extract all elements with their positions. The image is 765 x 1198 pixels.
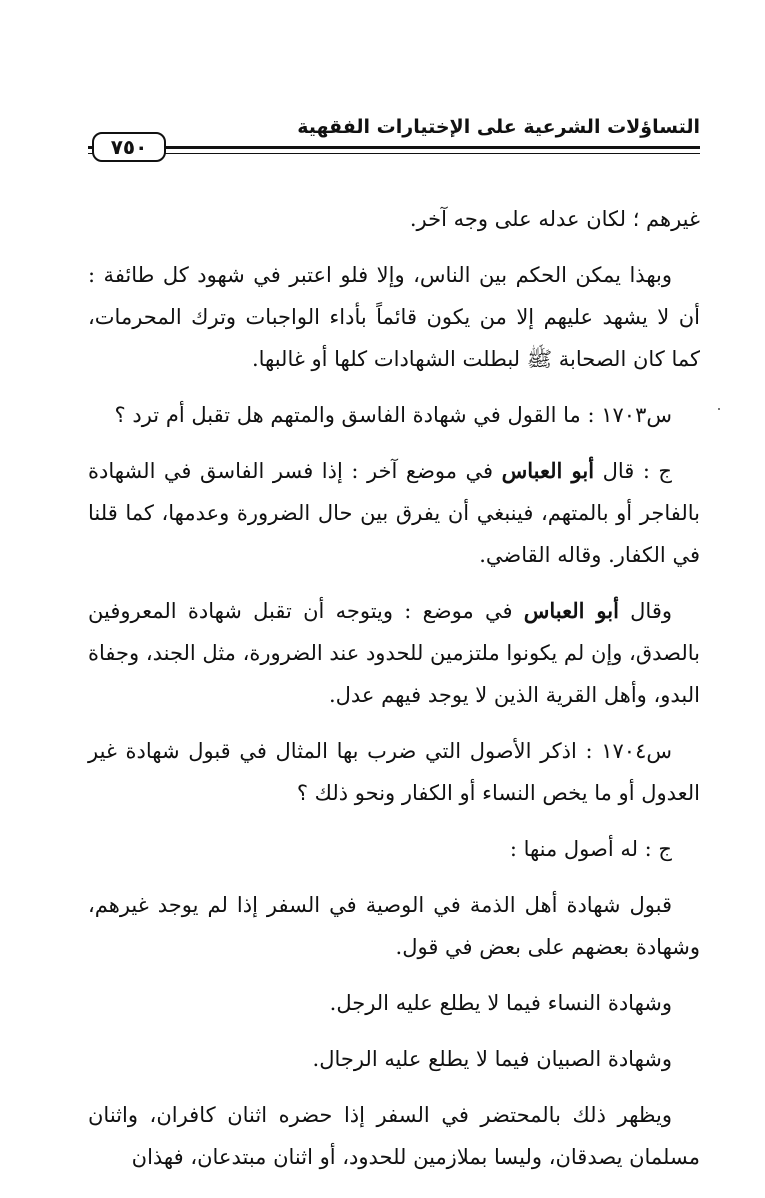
paragraph-continuation: غيرهم ؛ لكان عدله على وجه آخر. bbox=[409, 207, 700, 231]
answer-1704: ج : له أصول منها : bbox=[509, 837, 672, 861]
book-title: التساؤلات الشرعية على الإختيارات الفقهية bbox=[297, 116, 700, 138]
page-number-badge: ٧٥٠ bbox=[92, 132, 166, 162]
quote-prefix: وقال bbox=[618, 599, 672, 623]
paragraph-dying-traveler: ويظهر ذلك بالمحتضر في السفر إذا حضره اثنان كافران، واثنان مسلمان يصدقان، وليسا بملازمين للحدود، أو اثنان مبتدعان، فهذان bbox=[88, 1103, 700, 1169]
question-1704: س١٧٠٤ : اذكر الأصول التي ضرب بها المثال في قبول شهادة غير العدول أو ما يخص النساء أو الكفار ونحو ذلك ؟ bbox=[88, 739, 700, 805]
header-rule-thin bbox=[88, 153, 700, 154]
page-body bbox=[88, 198, 700, 1192]
paragraph-author-quote bbox=[88, 590, 700, 716]
paragraph-dhimmi-testimony: قبول شهادة أهل الذمة في الوصية في السفر إذا لم يوجد غيرهم، وشهادة بعضهم على بعض في قول. bbox=[88, 893, 700, 959]
answer-text: في موضع آخر : إذا فسر الفاسق في الشهادة بالفاجر أو بالمتهم، فينبغي أن يفرق بين حال الضرورة وعدمها، كما قلنا في الكفار. وقاله القاضي. bbox=[88, 459, 700, 567]
header-rule-thick bbox=[88, 146, 700, 149]
paragraph-judgment: وبهذا يمكن الحكم بين الناس، وإلا فلو اعتبر في شهود كل طائفة : أن لا يشهد عليهم إلا من يكون قائماً بأداء الواجبات وترك المحرمات، كما كان الصحابة ﷺ لبطلت الشهادات كلها أو غالبها. bbox=[88, 263, 700, 371]
scan-speck bbox=[718, 408, 720, 410]
answer-1703 bbox=[88, 450, 700, 576]
author-name: أبو العباس bbox=[523, 598, 619, 623]
author-name: أبو العباس bbox=[501, 458, 595, 483]
paragraph-children-testimony: وشهادة الصبيان فيما لا يطلع عليه الرجال. bbox=[312, 1047, 672, 1071]
quote-text: في موضع : ويتوجه أن تقبل شهادة المعروفين بالصدق، وإن لم يكونوا ملتزمين للحدود عند الضرورة، مثل الجند، وجفاة البدو، وأهل القرية الذين لا يوجد فيهم عدل. bbox=[88, 599, 701, 707]
page-header bbox=[88, 112, 700, 164]
question-1703: س١٧٠٣ : ما القول في شهادة الفاسق والمتهم هل تقبل أم ترد ؟ bbox=[114, 403, 672, 427]
answer-prefix: ج : قال bbox=[594, 459, 672, 483]
paragraph-women-testimony: وشهادة النساء فيما لا يطلع عليه الرجل. bbox=[329, 991, 672, 1015]
